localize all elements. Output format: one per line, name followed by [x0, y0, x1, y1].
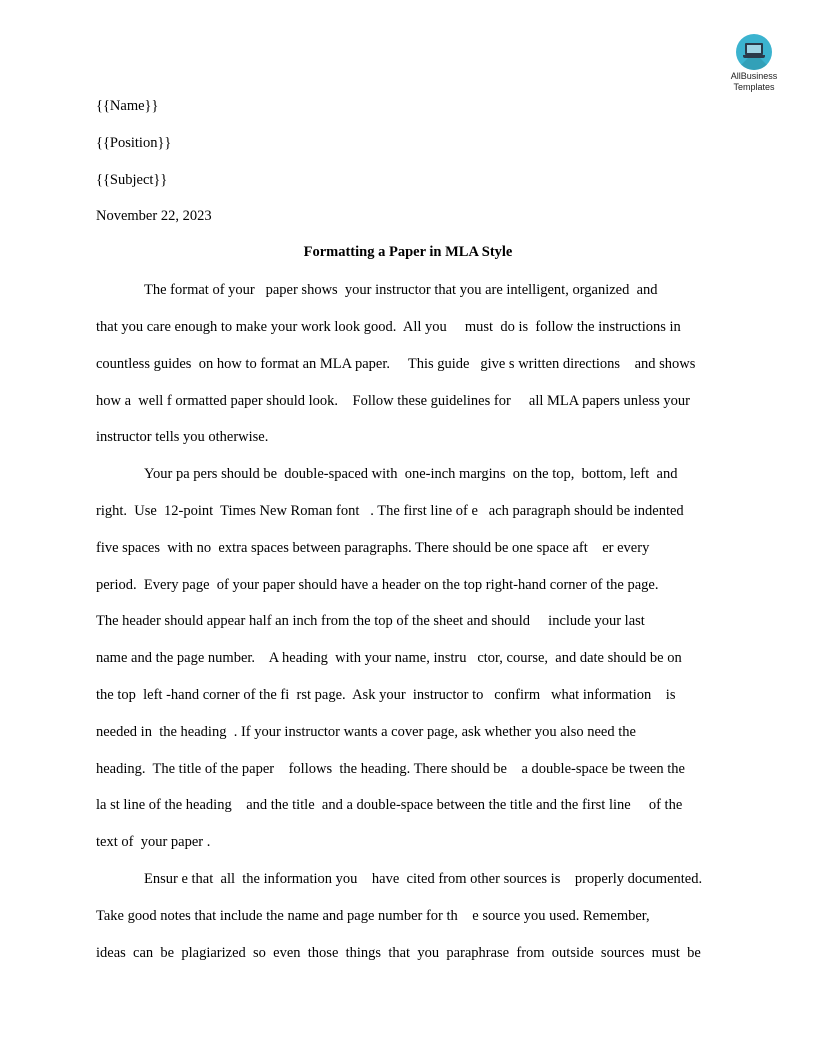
- paragraph-1-line: that you care enough to make your work look good. All you must do is follow the instructions in: [96, 319, 681, 335]
- allbusiness-templates-logo: [726, 34, 782, 92]
- paragraph-2-line: needed in the heading . If your instructor wants a cover page, ask whether you also need the: [96, 724, 636, 740]
- paragraph-2-line: heading. The title of the paper follows the heading. There should be a double-space be tween the: [96, 761, 685, 777]
- logo-text-line1: AllBusiness: [730, 71, 778, 81]
- paragraph-2-line: la st line of the heading and the title and a double-space between the title and the first line of the: [96, 797, 683, 813]
- logo-text-line2: Templates: [733, 82, 775, 92]
- paragraph-2-line: text of your paper .: [96, 834, 211, 850]
- paragraph-1-line: countless guides on how to format an MLA paper. This guide give s written directions and shows: [96, 356, 696, 372]
- paragraph-3-line: Take good notes that include the name and page number for th e source you used. Remember,: [96, 908, 650, 924]
- paragraph-1-line: how a well f ormatted paper should look. Follow these guidelines for all MLA papers unless your: [96, 393, 690, 409]
- paragraph-2-line: Your pa pers should be double-spaced with one-inch margins on the top, bottom, left and: [144, 466, 678, 482]
- paragraph-2-line: name and the page number. A heading with your name, instru ctor, course, and date should be on: [96, 650, 682, 666]
- paragraph-2-line: the top left -hand corner of the fi rst page. Ask your instructor to confirm what information is: [96, 687, 676, 703]
- heading-date: November 22, 2023: [96, 208, 212, 224]
- paragraph-2-line: five spaces with no extra spaces between paragraphs. There should be one space aft er every: [96, 540, 650, 556]
- paragraph-1-line: instructor tells you otherwise.: [96, 429, 269, 445]
- heading-position: {{Position}}: [96, 135, 172, 151]
- paragraph-2-line: period. Every page of your paper should have a header on the top right-hand corner of the page.: [96, 577, 659, 593]
- laptop-icon: [736, 34, 772, 70]
- paragraph-2-line: right. Use 12-point Times New Roman font . The first line of e ach paragraph should be indented: [96, 503, 684, 519]
- document-title: Formatting a Paper in MLA Style: [303, 244, 513, 260]
- paragraph-1-line: The format of your paper shows your instructor that you are intelligent, organized and: [144, 282, 658, 298]
- paragraph-3-line: ideas can be plagiarized so even those things that you paraphrase from outside sources must be: [96, 945, 701, 961]
- paragraph-3-line: Ensur e that all the information you have cited from other sources is properly documented.: [144, 871, 703, 887]
- heading-name: {{Name}}: [96, 98, 159, 114]
- paragraph-2-line: The header should appear half an inch from the top of the sheet and should include your last: [96, 613, 645, 629]
- heading-subject: {{Subject}}: [96, 172, 168, 188]
